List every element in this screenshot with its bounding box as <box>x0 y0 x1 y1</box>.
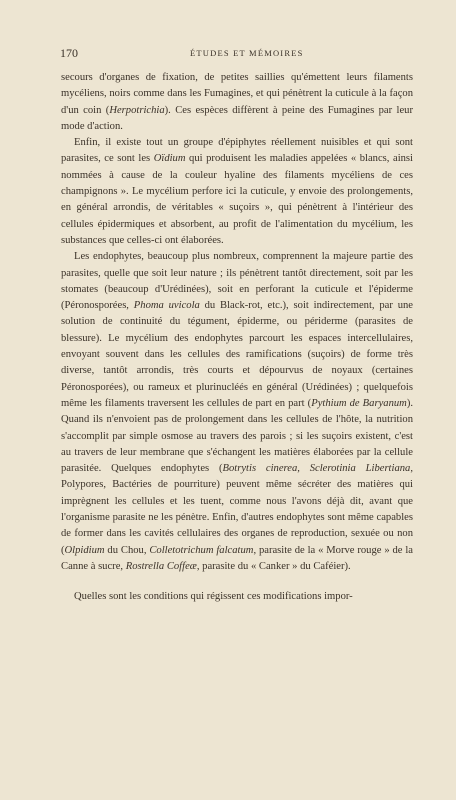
body-text <box>61 70 413 606</box>
italic-term: Pythium de Baryanum <box>311 397 407 409</box>
paragraph <box>61 70 413 135</box>
text-run: ). Ces espèces diffèrent à peine des Fumagines par leur mode d'action. <box>61 104 413 132</box>
text-run: du Chou, <box>104 544 150 556</box>
text-run: Quelles sont les conditions qui régissent ces modifications impor- <box>74 591 353 603</box>
text-run: , parasite de la « Morve rouge » de la Canne à sucre, <box>61 544 414 572</box>
text-run: ). Quand ils n'envoient pas de prolongement dans les cellules de l'hôte, la nutrition s'accomplit par simple osmose au travers des parois ; si les suçoirs existent, c'est au travers de leur membrane que s'échangent les matières élaborées par la cellule parasitée. Quelques endophytes ( <box>61 397 413 475</box>
page-header <box>60 46 412 60</box>
italic-term: Botrytis cinerea, Sclerotinia Libertiana <box>222 463 411 475</box>
paragraph <box>61 249 413 575</box>
text-run: Enfin, il existe tout un groupe d'épiphytes réellement nuisibles et qui sont parasites, ce sont les <box>61 137 413 165</box>
text-run: , parasite du « Canker » du Caféier). <box>196 560 351 572</box>
page-number: 170 <box>60 46 78 60</box>
italic-term: Oïdium <box>153 153 186 165</box>
running-title: ÉTUDES ET MÉMOIRES <box>190 48 304 58</box>
italic-term: Colletotrichum falcatum <box>149 544 254 556</box>
text-run: du Black-rot, etc.), soit indirectement, par une solution de continuité du tégument, épiderme, ou périderme (parasites de blessure). Le mycélium des endophytes parcourt les espaces intercellulaires, envoyant souvent dans les cellules des ramifications (suçoirs) de forme très diverse, tantôt arrondis, très courts et dépourvus de noyaux (certaines Péronosporées), ou rameux et plurinucléés en général (Urédinées) ; quelquefois même les filaments traversent les cellules de part en part ( <box>61 300 414 409</box>
text-run: qui produisent les maladies appelées « blancs, ainsi nommées à cause de la couleur hyaline des filaments mycéliens de ces champignons ». Le mycélium perfore ici la cuticule, y envoie des prolongements, en général arrondis, de véritables « suçoirs », qui pénètrent à l'intérieur des cellules épidermiques et absorbent, au profit de l'alimentation du mycélium, les substances que celles-ci ont élaborées. <box>61 153 413 246</box>
paragraph <box>61 589 413 605</box>
italic-term: Rostrella Coffeæ <box>125 560 197 572</box>
italic-term: Phoma uvicola <box>133 300 200 312</box>
italic-term: Herpotrichia <box>109 104 165 116</box>
paragraph <box>61 135 413 249</box>
text-run: secours d'organes de fixation, de petites saillies qu'émettent leurs filaments mycéliens, noirs comme dans les Fumagines, et qui pénètrent la cuticule à la façon d'un coin ( <box>61 72 413 116</box>
text-run: Les endophytes, beaucoup plus nombreux, comprennent la majeure partie des parasites, quelle que soit leur nature ; ils pénètrent tantôt directement, soit par les stomates (beaucoup d'Urédinées), soit en perforant la cuticule et l'épiderme (Péronosporées, <box>61 251 413 312</box>
text-run: , Polypores, Bactéries de pourriture) peuvent même sécréter des matières qui imprègnent les cellules et les tuent, comme nous l'avons déjà dit, avant que l'organisme parasite ne les pénètre. Enfin, d'autres endophytes sont même capables de former dans les cavités cellulaires des organes de reproduction, sexuée ou non ( <box>61 463 413 556</box>
italic-term: Olpidium <box>64 544 105 556</box>
